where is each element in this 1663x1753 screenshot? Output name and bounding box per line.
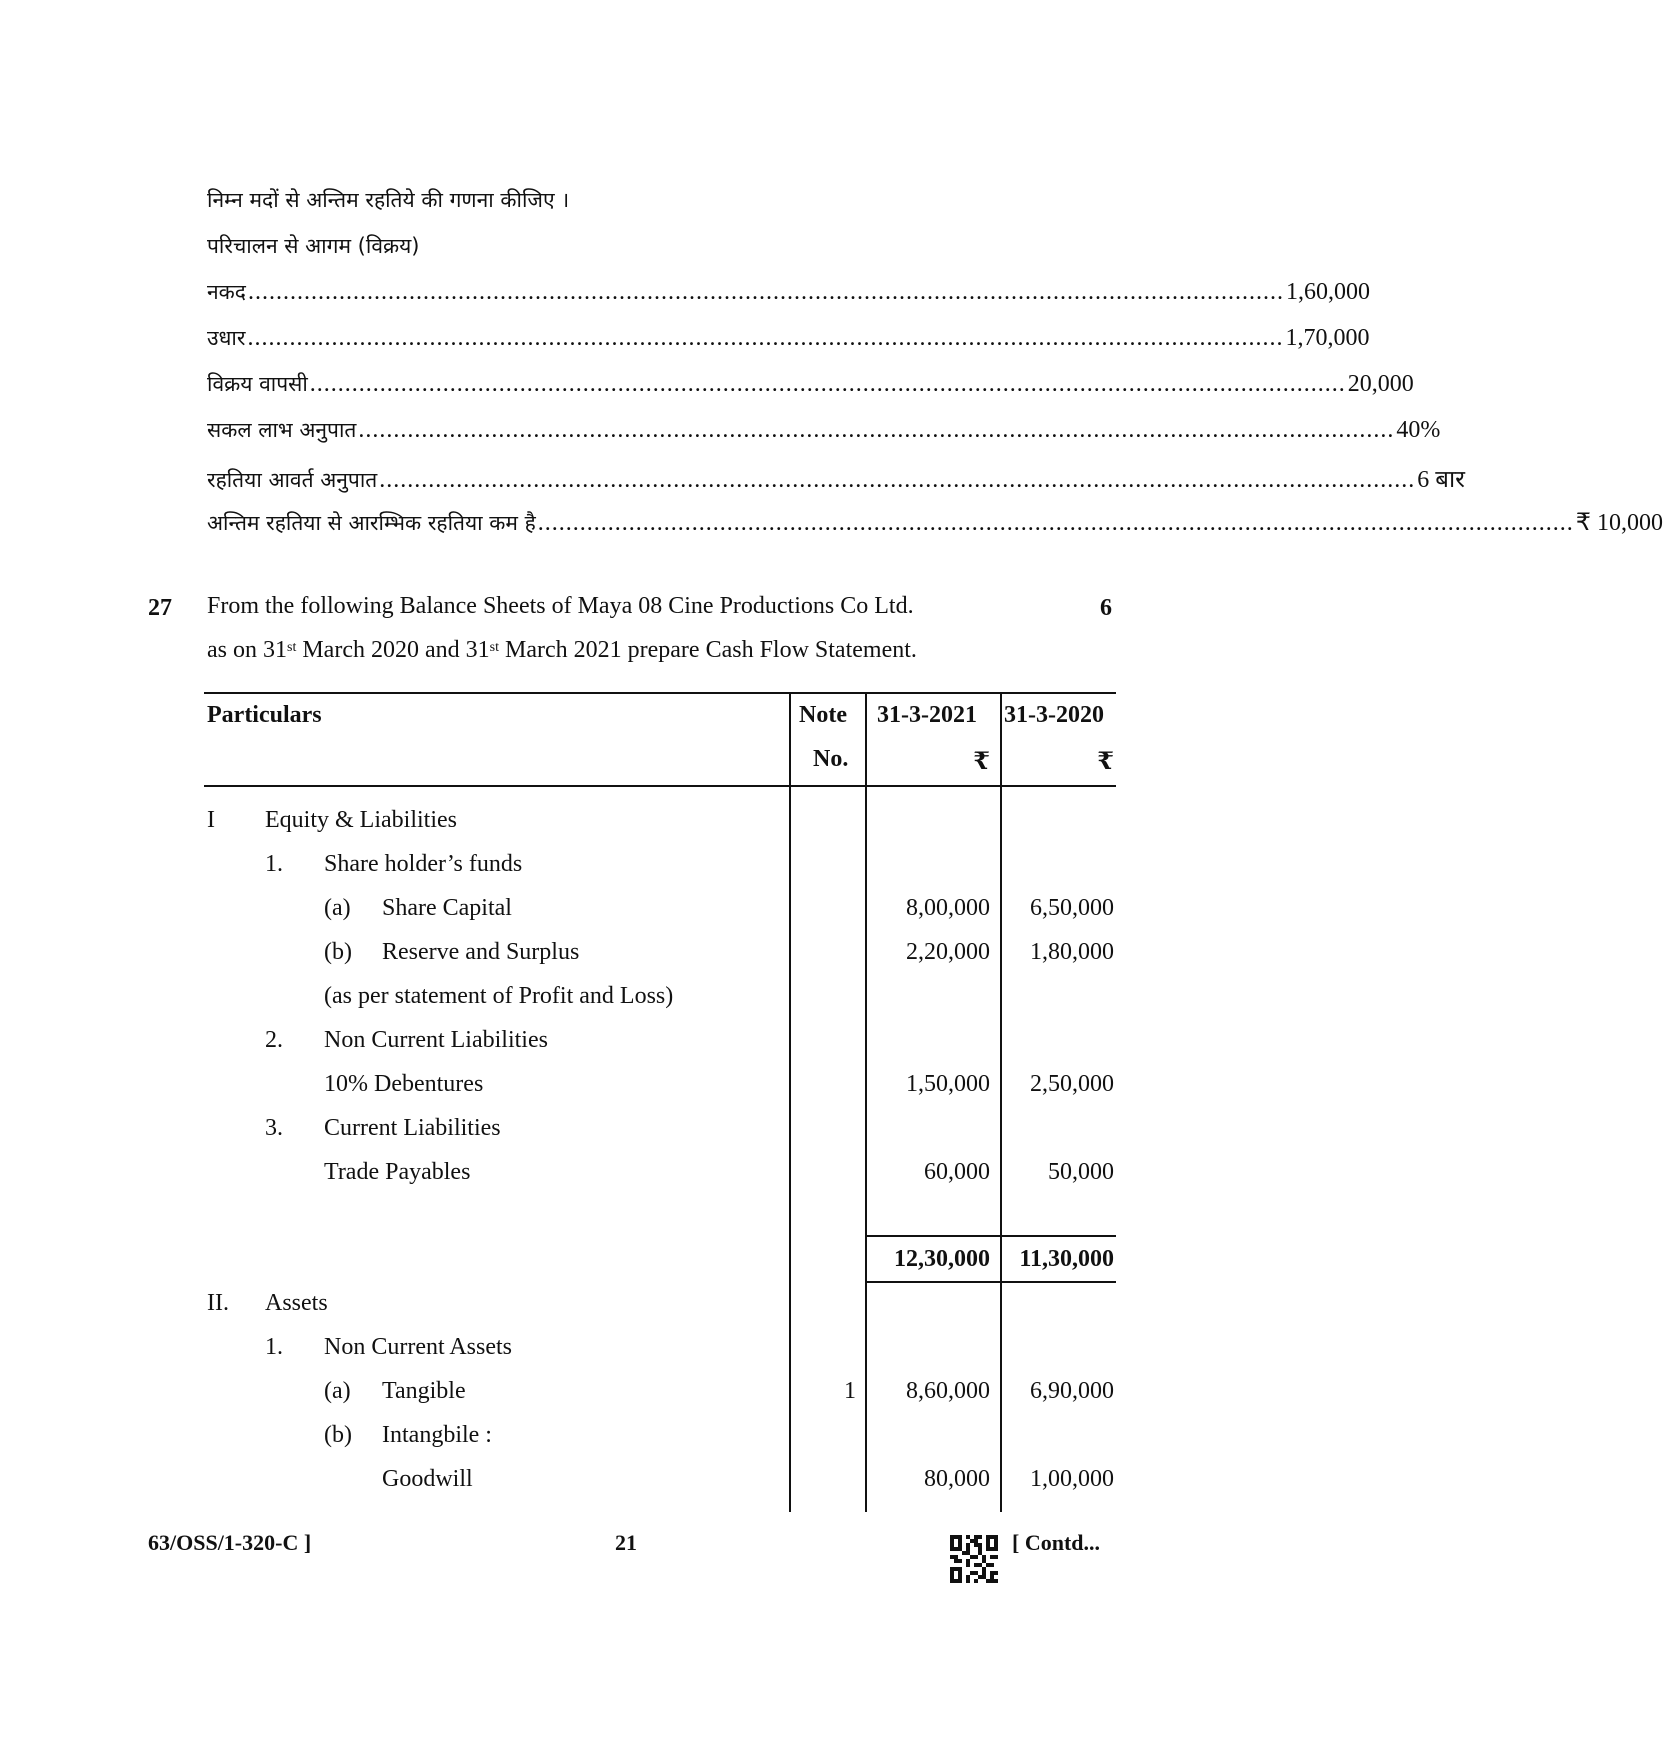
dot-leader: .................................................................................................................................................... xyxy=(358,417,1395,443)
question-marks: 6 xyxy=(1100,595,1112,621)
row-label: Share holder’s funds xyxy=(324,851,523,877)
item-label: नकद xyxy=(207,280,246,304)
header-particulars: Particulars xyxy=(207,702,322,728)
item-label: सकल लाभ अनुपात xyxy=(207,418,357,442)
item-value: 40% xyxy=(1396,417,1441,443)
row-label: Non Current Liabilities xyxy=(324,1027,548,1053)
row-label: Current Liabilities xyxy=(324,1115,501,1141)
item-label: अन्तिम रहतिया से आरम्भिक रहतिया कम है xyxy=(207,511,536,535)
total-bottom-rule xyxy=(866,1281,1116,1283)
hindi-subhead: परिचालन से आगम (विक्रय) xyxy=(207,234,420,258)
hindi-item-credit xyxy=(207,324,1370,358)
total-2020: 11,30,000 xyxy=(1019,1246,1114,1272)
row-marker: II. xyxy=(207,1290,229,1316)
hindi-item-turnover xyxy=(207,462,1466,496)
row-label: Trade Payables xyxy=(324,1159,471,1185)
dot-leader: .................................................................................................................................................... xyxy=(537,510,1574,536)
value-2020: 6,90,000 xyxy=(1030,1378,1114,1404)
item-value: ₹ 10,000 xyxy=(1575,510,1663,536)
row-marker: (b) xyxy=(324,1422,352,1448)
footer-code: 63/OSS/1-320-C ] xyxy=(148,1530,312,1555)
item-label: विक्रय वापसी xyxy=(207,372,308,396)
item-value: 6 बार xyxy=(1417,467,1466,493)
y2021-col-left-border xyxy=(865,692,867,1512)
item-value: 20,000 xyxy=(1347,371,1414,397)
total-2021: 12,30,000 xyxy=(894,1246,990,1272)
dot-leader: .................................................................................................................................................... xyxy=(309,371,1346,397)
row-label: Share Capital xyxy=(382,895,512,921)
value-2021: 2,20,000 xyxy=(906,939,990,965)
continued-label: [ Contd... xyxy=(1012,1530,1101,1555)
question-text xyxy=(207,584,1057,672)
row-label: (as per statement of Profit and Loss) xyxy=(324,983,674,1009)
value-2020: 2,50,000 xyxy=(1030,1071,1114,1097)
currency-2021: ₹ xyxy=(973,749,990,775)
hindi-item-stock-diff xyxy=(207,508,1663,542)
value-2021: 1,50,000 xyxy=(906,1071,990,1097)
value-2020: 6,50,000 xyxy=(1030,895,1114,921)
row-label: Assets xyxy=(265,1290,328,1316)
row-label: Reserve and Surplus xyxy=(382,939,580,965)
value-2020: 1,00,000 xyxy=(1030,1466,1114,1492)
question-line-1: From the following Balance Sheets of Maya 08 Cine Productions Co Ltd. xyxy=(207,593,914,619)
value-2021: 8,00,000 xyxy=(906,895,990,921)
hindi-item-sales-return xyxy=(207,370,1414,404)
dot-leader: .................................................................................................................................................... xyxy=(247,279,1284,305)
table-top-rule xyxy=(204,692,1116,694)
row-label: 10% Debentures xyxy=(324,1071,484,1097)
row-marker: I xyxy=(207,807,215,833)
value-2021: 60,000 xyxy=(924,1159,990,1185)
question-number: 27 xyxy=(148,595,172,621)
hindi-intro: निम्न मदों से अन्तिम रहतिये की गणना कीजिए । xyxy=(207,188,570,212)
value-2021: 80,000 xyxy=(924,1466,990,1492)
row-label: Non Current Assets xyxy=(324,1334,512,1360)
row-marker: (a) xyxy=(324,1378,351,1404)
row-label: Tangible xyxy=(382,1378,466,1404)
qr-code-icon xyxy=(950,1535,998,1583)
header-note-no: No. xyxy=(813,746,849,772)
item-label: रहतिया आवर्त अनुपात xyxy=(207,468,378,492)
hindi-item-gross-profit xyxy=(207,416,1441,450)
dot-leader: .................................................................................................................................................... xyxy=(379,467,1416,493)
row-marker: 2. xyxy=(265,1027,283,1053)
item-value: 1,60,000 xyxy=(1285,279,1370,305)
row-marker: (b) xyxy=(324,939,352,965)
row-label: Equity & Liabilities xyxy=(265,807,457,833)
total-top-rule xyxy=(866,1235,1116,1237)
value-2020: 50,000 xyxy=(1048,1159,1114,1185)
row-label: Goodwill xyxy=(382,1466,473,1492)
row-marker: 1. xyxy=(265,851,283,877)
note-value: 1 xyxy=(844,1378,856,1404)
header-2020: 31-3-2020 xyxy=(1004,702,1104,728)
row-marker: 1. xyxy=(265,1334,283,1360)
item-value: 1,70,000 xyxy=(1285,325,1370,351)
header-2021: 31-3-2021 xyxy=(877,702,977,728)
value-2020: 1,80,000 xyxy=(1030,939,1114,965)
page-number: 21 xyxy=(615,1530,637,1555)
item-label: उधार xyxy=(207,326,246,350)
question-line-2: as on 31st March 2020 and 31st March 2021 prepare Cash Flow Statement. xyxy=(207,637,917,663)
header-bottom-rule xyxy=(204,785,1116,787)
dot-leader: .................................................................................................................................................... xyxy=(247,325,1284,351)
currency-2020: ₹ xyxy=(1097,749,1114,775)
hindi-item-cash xyxy=(207,278,1370,312)
row-marker: (a) xyxy=(324,895,351,921)
value-2021: 8,60,000 xyxy=(906,1378,990,1404)
header-note: Note xyxy=(799,702,847,728)
row-label: Intangbile : xyxy=(382,1422,492,1448)
row-marker: 3. xyxy=(265,1115,283,1141)
note-col-left-border xyxy=(789,692,791,1512)
